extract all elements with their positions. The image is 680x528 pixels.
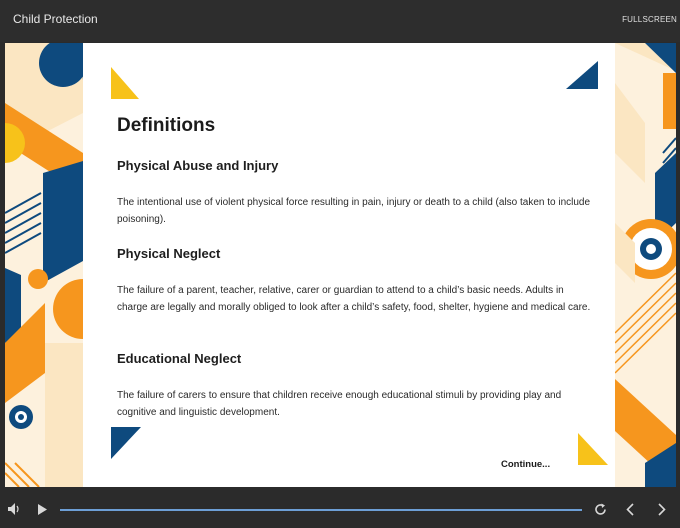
prev-icon[interactable] [626, 503, 634, 516]
player-controls [0, 490, 680, 528]
slide-stage [5, 43, 676, 487]
title-bar [0, 0, 680, 42]
section-body: The intentional use of violent physical force resulting in pain, injury or death to a child (also taken to include poisoning). [117, 197, 591, 225]
play-icon[interactable] [38, 504, 47, 515]
replay-icon[interactable] [594, 503, 607, 516]
section-body: The failure of a parent, teacher, relative, carer or guardian to attend to a child’s basic needs. Adults in charge are legally and morally obliged to look after a child’s safety, food, shelter, hygiene and medical care. [117, 285, 591, 313]
volume-icon[interactable] [8, 503, 21, 515]
continue-button[interactable]: Continue... [501, 459, 551, 470]
slide-content [5, 43, 676, 487]
next-icon[interactable] [658, 503, 666, 516]
fullscreen-button[interactable]: FULLSCREEN [622, 15, 677, 24]
progress-fill [60, 509, 582, 511]
section-title: Physical Neglect [117, 246, 221, 261]
progress-bar[interactable] [60, 509, 582, 511]
section-title: Educational Neglect [117, 351, 242, 366]
app-title: Child Protection [13, 12, 98, 26]
slide-heading: Definitions [117, 115, 216, 136]
section-body: The failure of carers to ensure that children receive enough educational stimuli by providing play and cognitive and linguistic development. [117, 390, 562, 418]
section-title: Physical Abuse and Injury [117, 158, 279, 173]
